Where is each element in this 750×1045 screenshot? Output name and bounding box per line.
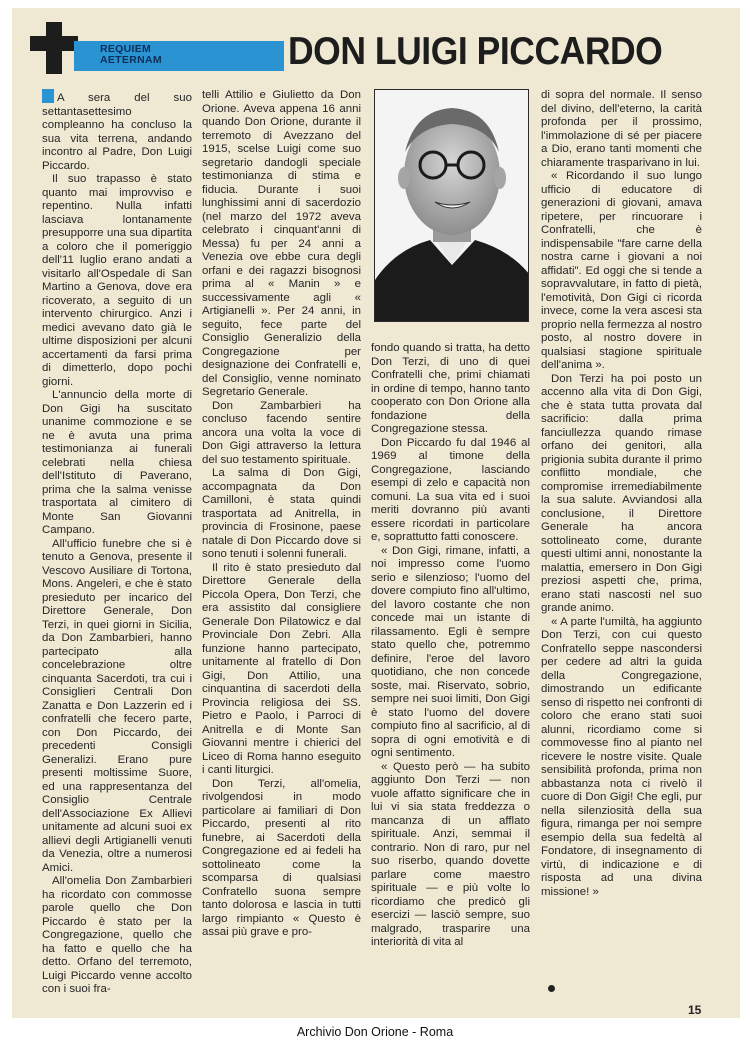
column-3: [371, 342, 530, 950]
cross-icon: [30, 22, 78, 74]
archive-caption: Archivio Don Orione - Roma: [296, 1025, 454, 1039]
portrait-image: [375, 90, 529, 322]
paragraph: Don Terzi, all'omelia, rivolgendosi in modo particolare ai familiari di Don Piccardo, presenti al rito funebre, ai Sacerdoti della Congregazione ed ai fedeli ha sottolineato come la scomparsa di qualsiasi Confratello suona sempre tanto dolorosa e lascia in tutti largo rimpianto « Questo è assai più grave e pro-: [202, 777, 361, 938]
paragraph: Il suo trapasso è stato quanto mai improvviso e repentino. Nulla infatti lasciava lontanamente presupporre una sua dipartita a coloro che il pomeriggio dell'11 luglio erano andati a visitarlo all'Ospedale di San Martino a Genova, dove era ricoverato, a seguito di un intervento chirurgico. Anzi i medici avevano dato già le ultime disposizioni per alcuni accertamenti da farsi prima di dimetterlo, dopo pochi giorni.: [42, 173, 192, 388]
paragraph: L'annuncio della morte di Don Gigi ha suscitato unanime commozione e se ne è avuta una prima testimonianza ai funerali celebrati nella chiesa dell'Istituto di Paverano, prima che la salma venisse trasportata al cimitero di Monte San Giovanni Campano.: [42, 389, 192, 536]
paragraph: All'ufficio funebre che si è tenuto a Genova, presente il Vescovo Ausiliare di Tortona, Mons. Angeleri, e che è stato presieduto per incarico del Direttore Generale, Don Terzi, in quei giorni in Sicilia, da Don Zambarbieri, hanno partecipato alla concelebrazione oltre cinquanta Sacerdoti, tra cui i Consiglieri Centrali Don Zanatta e Don Lazzerin ed i confratelli che fecero parte, con Don Piccardo, dei precedenti Consigli Generalizi. Erano pure presenti moltissime Suore, ed una rappresentanza del Consiglio Centrale dell'Associazione Ex Allievi unitamente ad alcuni suoi ex allievi degli Artigianelli venuti da Venezia, oltre a numerosi Amici.: [42, 537, 192, 874]
paragraph: di sopra del normale. Il senso del divino, dell'eterno, la carità profonda per il prossimo, l'immolazione di sé per piacere a Dio, erano tanti momenti che chiaramente trasparivano in lui.: [541, 89, 702, 169]
paragraph: Don Terzi ha poi posto un accenno alla vita di Don Gigi, che è stata tutta provata dal sacrificio: dalla prima fanciullezza quando rimase orfano dei genitori, alla prigionia subita durante il primo conflitto mondiale, che compromise irremediabilmente la sua salute. Avviandosi alla conclusione, il Direttore Generale ha ancora sottolineato come, durante questi ultimi anni, nonostante la malattia, emersero in Don Gigi preziosi aspetti che, prima, erano stati nascosti nel suo grande animo.: [541, 372, 702, 614]
paragraph: telli Attilio e Giulietto da Don Orione. Aveva appena 16 anni quando Don Orione, durante il terremoto di Avezzano del 1915, scelse Luigi come suo segretario dandogli speciale testimonianza di stima e fiducia. Durante i suoi lunghissimi anni di sacerdozio (nel marzo del 1972 aveva celebrato i cinquant'anni di Messa) fu per 24 anni a Venezia ove ebbe cura degli orfani e dei ragazzi bisognosi prima al « Manin » e successivamente agli « Artigianelli ». Per 24 anni, in seguito, fece parte del Consiglio Generalizio della Congregazione per designazione dei Confratelli e, del Consiglio, venne nominato Segretario Generale.: [202, 89, 361, 398]
tag-line-1: REQUIEM: [100, 43, 152, 55]
requiem-tag: [74, 41, 284, 71]
paragraph: Don Piccardo fu dal 1946 al 1969 al timone della Congregazione, lasciando esempi di zelo e capacità non comuni. La sua vita ed i suoi meriti dovranno più avanti essere ricordati in particolare e, soprattutto fatti conoscere.: [371, 436, 530, 543]
page-number: 15: [688, 1003, 702, 1017]
paragraph: « Ricordando il suo lungo ufficio di educatore di generazioni di giovani, amava ripetere, per rincuorare i Confratelli, che è indispensabile "fare carne della nostra carne i giovani a noi affidati". Ed oggi che si tende a sopravvalutare, in fatto di pietà, l'emotività, Don Gigi ci ricorda invece, come la vera ascesi sta proprio nella fermezza al nostro posto, al nostro dovere in qualsiasi stagione spirituale dell'anima ».: [541, 170, 702, 371]
paragraph: La salma di Don Gigi, accompagnata da Don Camilloni, è stata quindi trasportata ad Anitrella, in provincia di Frosinone, paese natale di Don Piccardo dove si sono tenuti i solenni funerali.: [202, 467, 361, 560]
column-4: [541, 89, 702, 899]
end-bullet-icon: [548, 985, 555, 992]
paragraph: Il rito è stato presieduto dal Direttore Generale della Piccola Opera, Don Terzi, che era assistito dal consigliere Generale Don Pilatowicz e dal Provinciale Don Zebri. Alla funzione hanno partecipato, unitamente al fratello di Don Gigi, Don Attilio, una cinquantina di sacerdoti della Provincia religiosa dei SS. Pietro e Paolo, i Parroci di Anitrella e di Monte San Giovanni mentre i chierici del Liceo di Roma hanno eseguito i canti liturgici.: [202, 561, 361, 776]
paragraph: « Questo però — ha subito aggiunto Don Terzi — non vuole affatto significare che in lui vi sia stata freddezza o mancanza di un afflato spirituale. Anzi, semmai il contrario. Non di raro, pur nel suo riserbo, quando dovette parlare come maestro spirituale — e più volte lo ricordiamo che predicò gli esercizi — lasciò sempre, suo malgrado, trasparire una interiorità di vita al: [371, 760, 530, 948]
paragraph: [42, 89, 192, 173]
drop-cap-marker: [42, 89, 54, 103]
paragraph: fondo quando si tratta, ha detto Don Terzi, di uno di quei Confratelli che, primi chiamati in ordine di tempo, hanno tanto cooperato con Don Orione alla fondazione della Congregazione stessa.: [371, 342, 530, 435]
paragraph: « Don Gigi, rimane, infatti, a noi impresso come l'uomo serio e silenzioso; l'uomo del dovere compiuto fino all'ultimo, del lavoro costante che non concede mai un istante di rilassamento. Egli è sempre stato quello che, potremmo definire, l'eroe del lavoro quotidiano, che non concede soste, mai. Riservato, sobrio, sempre nei suoi limiti, Don Gigi è stato l'uomo del dovere compiuto fino al sacrificio, al di sopra di ogni emotività e di ogni sentimento.: [371, 544, 530, 759]
paragraph-text: A sera del suo settantasettesimo compleanno ha concluso la sua vita terrena, andando incontro al Padre, Don Luigi Piccardo.: [42, 92, 192, 172]
article-header: [30, 22, 720, 78]
tag-line-2: AETERNAM: [100, 54, 162, 66]
paragraph: All'omelia Don Zambarbieri ha ricordato con commosse parole quello che Don Piccardo è stato per la Congregazione, quello che ha fatto e quello che ha detto. Orfano del terremoto, Luigi Piccardo venne accolto con i suoi fra-: [42, 875, 192, 995]
paragraph: « A parte l'umiltà, ha aggiunto Don Terzi, con cui questo Confratello seppe nascondersi per cedere ad altri la guida della Congregazione, dimostrando un edificante senso di rispetto nei confronti di coloro che erano stati suoi alunni, ricordiamo come si commovesse fino al pianto nel ricevere le nostre visite. Quale sensibilità profonda, prima non abbastanza nota ci rivelò il cuore di Don Gigi! Che egli, pur nella silenziosità della sua figura, rimanga per noi sempre esempio della sua fedeltà al Fondatore, di insegnamento di virtù, di indicazione e di risposta ad una divina missione! »: [541, 615, 702, 898]
article-title: DON LUIGI PICCARDO: [288, 30, 663, 73]
paragraph: Don Zambarbieri ha concluso facendo sentire ancora una volta la voce di Don Gigi attraverso la lettura del suo testamento spirituale.: [202, 399, 361, 466]
column-2: [202, 89, 361, 940]
column-1: [42, 89, 192, 997]
portrait-photo: [374, 89, 529, 322]
